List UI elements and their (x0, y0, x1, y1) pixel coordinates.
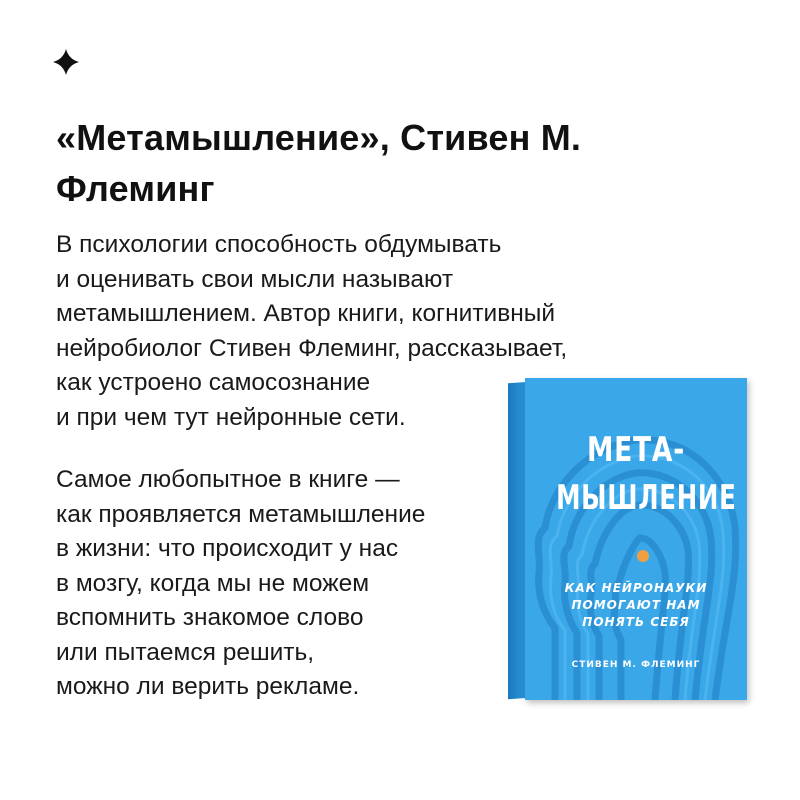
text-line: в жизни: что происходит у нас (56, 535, 399, 562)
cover-title-line1: МЕТА- (586, 430, 686, 470)
book-cover-image (508, 378, 748, 700)
text-line: можно ли верить рекламе. (56, 673, 360, 700)
text-line: в мозгу, когда мы не можем (56, 569, 370, 597)
cover-subtitle-line: ПОНЯТЬ СЕБЯ (582, 615, 690, 629)
text-line: метамышлением. Автор книги, когнитивный (56, 300, 556, 327)
cover-subtitle-line: КАК НЕЙРОНАУКИ (564, 581, 708, 595)
text-line: как проявляется метамышление (56, 500, 426, 528)
cover-author: СТИВЕН М. ФЛЕМИНГ (571, 660, 701, 670)
text-line: как устроено самосознание (56, 369, 371, 396)
head-profile-illustration (525, 378, 747, 700)
text-line: нейробиолог Стивен Флеминг, рассказывает, (56, 334, 568, 362)
cover-title-line2: МЫШЛЕНИЕ (556, 478, 737, 518)
four-point-star-icon (52, 48, 80, 76)
paragraph-intro (56, 228, 567, 435)
text-line: Самое любопытное в книге — (56, 466, 400, 493)
text-line: и оценивать свои мысли называют (56, 265, 454, 293)
text-line: вспомнить знакомое слово (56, 604, 364, 631)
post-title (56, 112, 716, 214)
text-line: и при чем тут нейронные сети. (56, 403, 406, 431)
book-front-cover (525, 378, 747, 700)
book-spine (508, 382, 526, 699)
text-line: или пытаемся решить, (56, 638, 315, 666)
paragraph-highlight (56, 463, 425, 705)
text-line: В психологии способность обдумывать (56, 231, 502, 258)
cover-subtitle (525, 580, 747, 631)
title-line: Флеминг (56, 168, 215, 209)
title-line: «Метамышление», Стивен М. (56, 117, 582, 158)
cover-subtitle-line: ПОМОГАЮТ НАМ (571, 598, 701, 612)
